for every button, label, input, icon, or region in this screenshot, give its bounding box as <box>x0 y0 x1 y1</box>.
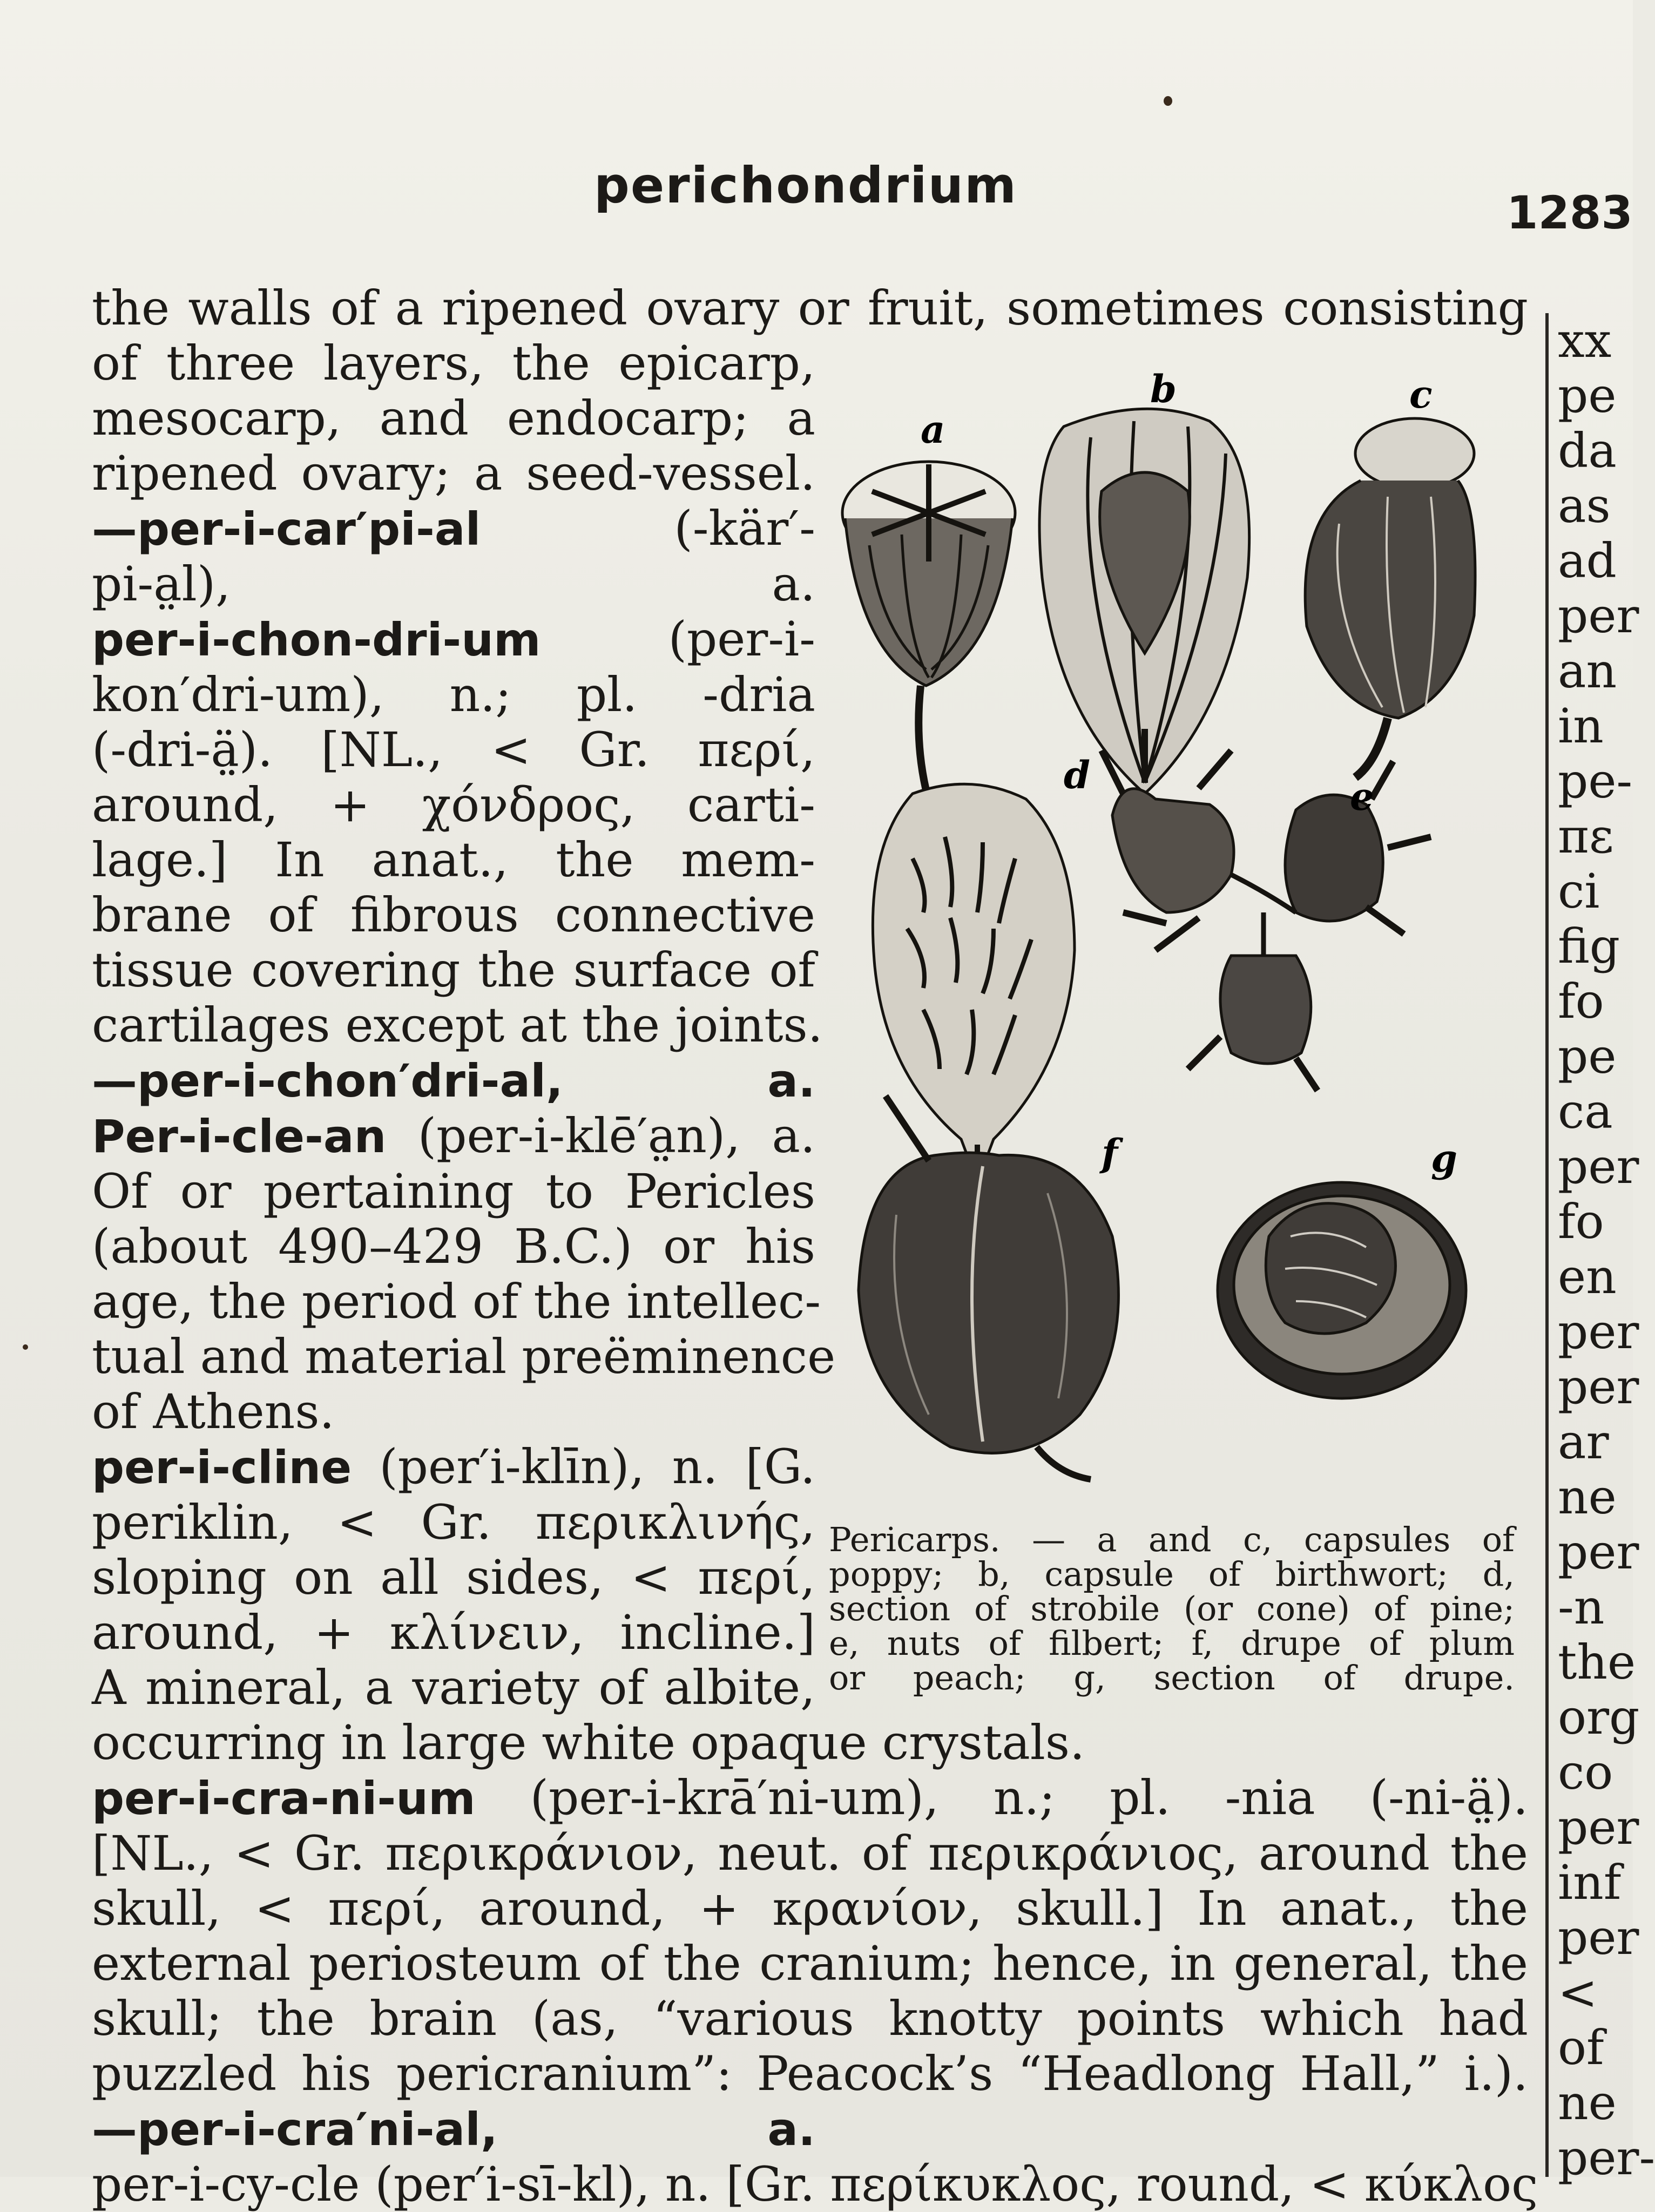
text-line <box>92 1660 815 1715</box>
line-text: of three layers, the epicarp, <box>92 335 815 391</box>
text-line <box>92 833 815 888</box>
fragment-line: ne <box>1558 2075 1617 2130</box>
fragment-line: pe <box>1558 368 1617 423</box>
line-text: (-kär′- <box>481 500 815 556</box>
text-line <box>92 1715 1085 1770</box>
figure-label-c: c <box>1409 372 1433 417</box>
line-text: ripened ovary; a seed-vessel. <box>92 445 815 501</box>
entry-headword-line <box>92 1053 815 1108</box>
fragment-line: in <box>1558 698 1604 754</box>
line-text: puzzled his pericranium”: Peacock’s “Headlong Hall,” i.). <box>92 2046 1528 2101</box>
line-text: of Athens. <box>92 1384 335 1439</box>
entry-headword: —per-i-cra′ni-al, a. <box>92 2103 815 2156</box>
line-text: tissue covering the surface of <box>92 942 815 998</box>
line-text: mesocarp, and endocarp; a <box>92 390 815 446</box>
text-line <box>92 888 815 943</box>
fragment-line: pe <box>1558 1029 1617 1084</box>
fragment-line: the <box>1558 1634 1636 1690</box>
fragment-line: fo <box>1558 1194 1604 1249</box>
entry-headword: —per-i-chon′dri-al, a. <box>92 1054 815 1107</box>
line-text: kon′dri-um), n.; pl. -dria <box>92 667 815 722</box>
fragment-line: per <box>1558 588 1639 644</box>
plum-drupe-f <box>859 1096 1118 1479</box>
line-text: lage.] In anat., the mem- <box>92 832 815 888</box>
fragment-line: per <box>1558 1304 1639 1359</box>
fragment-line: da <box>1558 423 1617 478</box>
poppy-capsule-c <box>1305 418 1475 777</box>
drupe-section-g <box>1218 1182 1466 1398</box>
text-line <box>92 1881 1528 1936</box>
figure-caption <box>829 1520 1515 1697</box>
fragment-line: < <box>1558 1965 1598 2020</box>
line-text: Of or pertaining to Pericles <box>92 1164 815 1219</box>
fragment-line: en <box>1558 1249 1617 1304</box>
text-line <box>92 2156 1538 2212</box>
text-line <box>92 557 815 612</box>
line-text: sloping on all sides, < περί, <box>92 1550 815 1605</box>
text-line <box>92 1991 1528 2046</box>
column-rule <box>1545 313 1549 2177</box>
text-line <box>92 667 815 722</box>
line-text: pi-a̤l), a. <box>92 556 815 612</box>
figure-label-a: a <box>921 407 945 452</box>
figure-label-e: e <box>1350 774 1374 819</box>
line-text: (about 490–429 B.C.) or his <box>92 1219 815 1274</box>
line-text: occurring in large white opaque crystals. <box>92 1715 1085 1770</box>
line-text: per-i-cy-cle (per′i-sī-kl), n. [Gr. περίκυκλος, round, < κύκλος <box>92 2156 1538 2212</box>
fragment-line: inf <box>1558 1855 1622 1910</box>
page-number: 1283 <box>1507 186 1633 239</box>
figure-label-d: d <box>1064 753 1090 797</box>
text-line <box>92 1936 1528 1991</box>
caption-line: Pericarps. — a and c, capsules of <box>829 1520 1515 1559</box>
text-line <box>92 1550 815 1605</box>
fragment-line: an <box>1558 643 1617 699</box>
entry-headword: —per-i-car′pi-al <box>92 503 481 556</box>
line-text: (-dri-ä̤). [NL., < Gr. περί, <box>92 722 815 777</box>
fragment-line: πε <box>1558 808 1614 864</box>
text-line <box>92 1384 815 1439</box>
figure-label-g: g <box>1431 1136 1457 1181</box>
fragment-line: of <box>1558 2020 1604 2075</box>
text-line <box>92 1605 815 1660</box>
figure-label-f: f <box>1102 1131 1118 1175</box>
caption-line: section of strobile (or cone) of pine; <box>829 1589 1515 1628</box>
fragment-line: per <box>1558 1910 1639 1965</box>
line-text: around, + χόνδρος, carti- <box>92 777 815 833</box>
running-head: perichondrium <box>594 157 1018 214</box>
text-line <box>92 943 815 998</box>
line-text: [NL., < Gr. περικράνιον, neut. of περικράνιος, around the <box>92 1825 1528 1881</box>
text-line <box>92 446 815 501</box>
fragment-line: pe- <box>1558 753 1633 809</box>
text-line <box>92 2046 1528 2101</box>
pericarps-figure <box>821 367 1517 1496</box>
line-text: age, the period of the intellec- <box>92 1274 821 1329</box>
fragment-line: ca <box>1558 1084 1613 1139</box>
adjacent-column-fragment <box>1558 313 1655 2186</box>
entry-headword-line <box>92 1108 815 1164</box>
fragment-line: ne <box>1558 1469 1617 1525</box>
fragment-line: -n <box>1558 1579 1605 1635</box>
text-line <box>92 391 815 446</box>
entry-headword: per-i-chon-dri-um <box>92 613 541 666</box>
fragment-line: per <box>1558 1359 1639 1415</box>
fragment-line: per- <box>1558 2130 1655 2186</box>
text-line <box>92 281 1528 336</box>
line-text: brane of fibrous connective <box>92 887 815 943</box>
line-text: around, + κλίνειν, incline.] <box>92 1605 815 1660</box>
line-text: skull; the brain (as, “various knotty points which had <box>92 1991 1528 2046</box>
line-text: the walls of a ripened ovary or fruit, sometimes consisting <box>92 280 1528 336</box>
fragment-line: ar <box>1558 1414 1609 1470</box>
line-text: A mineral, a variety of albite, <box>92 1660 815 1715</box>
text-line <box>92 997 823 1053</box>
entry-headword: Per-i-cle-an <box>92 1110 387 1163</box>
entry-headword-line <box>92 612 815 667</box>
entry-headword-line <box>92 1770 1528 1826</box>
line-text: (per′i-klīn), n. [G. <box>352 1439 815 1494</box>
fragment-line: ad <box>1558 533 1617 588</box>
fragment-line: as <box>1558 478 1611 533</box>
ink-speck <box>23 1344 28 1350</box>
fragment-line: per <box>1558 1524 1639 1580</box>
figure-label-b: b <box>1150 367 1177 411</box>
ink-speck <box>1164 96 1172 106</box>
text-line <box>92 722 815 777</box>
entry-headword: per-i-cline <box>92 1441 352 1494</box>
entry-headword-line <box>92 501 815 557</box>
line-text: external periosteum of the cranium; hence, in general, the <box>92 1936 1528 1991</box>
caption-line: or peach; g, section of drupe. <box>829 1658 1515 1697</box>
line-text: periklin, < Gr. περικλινής, <box>92 1494 815 1550</box>
fragment-line: per <box>1558 1139 1639 1194</box>
fragment-line: xx <box>1558 313 1612 368</box>
poppy-capsule-a <box>842 462 1015 826</box>
text-line <box>92 1274 821 1329</box>
text-line <box>92 1164 815 1219</box>
line-text: cartilages except at the joints. <box>92 997 823 1053</box>
line-text: (per-i- <box>541 611 815 667</box>
fragment-line: org <box>1558 1689 1640 1745</box>
fragment-line: fig <box>1558 918 1620 974</box>
caption-line: poppy; b, capsule of birthwort; d, <box>829 1554 1515 1594</box>
fragment-line: ci <box>1558 863 1600 919</box>
text-line <box>92 1219 815 1274</box>
entry-headword-line <box>92 1439 815 1495</box>
entry-headword-line <box>92 2101 815 2157</box>
fragment-line: fo <box>1558 973 1604 1029</box>
text-line <box>92 777 815 833</box>
fragment-line: per <box>1558 1800 1639 1855</box>
fragment-line: co <box>1558 1744 1613 1800</box>
line-text: (per-i-krā′ni-um), n.; pl. -nia (-ni-ä̤). <box>475 1770 1528 1825</box>
entry-headword: per-i-cra-ni-um <box>92 1772 476 1825</box>
text-line <box>92 1495 815 1550</box>
line-text: skull, < περί, around, + κρανίον, skull.] In anat., the <box>92 1880 1528 1936</box>
text-line <box>92 336 815 391</box>
text-line <box>92 1826 1528 1881</box>
text-line <box>92 1329 836 1384</box>
line-text: tual and material preëminence <box>92 1329 836 1384</box>
line-text: (per-i-klē′a̤n), a. <box>386 1108 815 1164</box>
caption-line: e, nuts of filbert; f, drupe of plum <box>829 1624 1515 1663</box>
